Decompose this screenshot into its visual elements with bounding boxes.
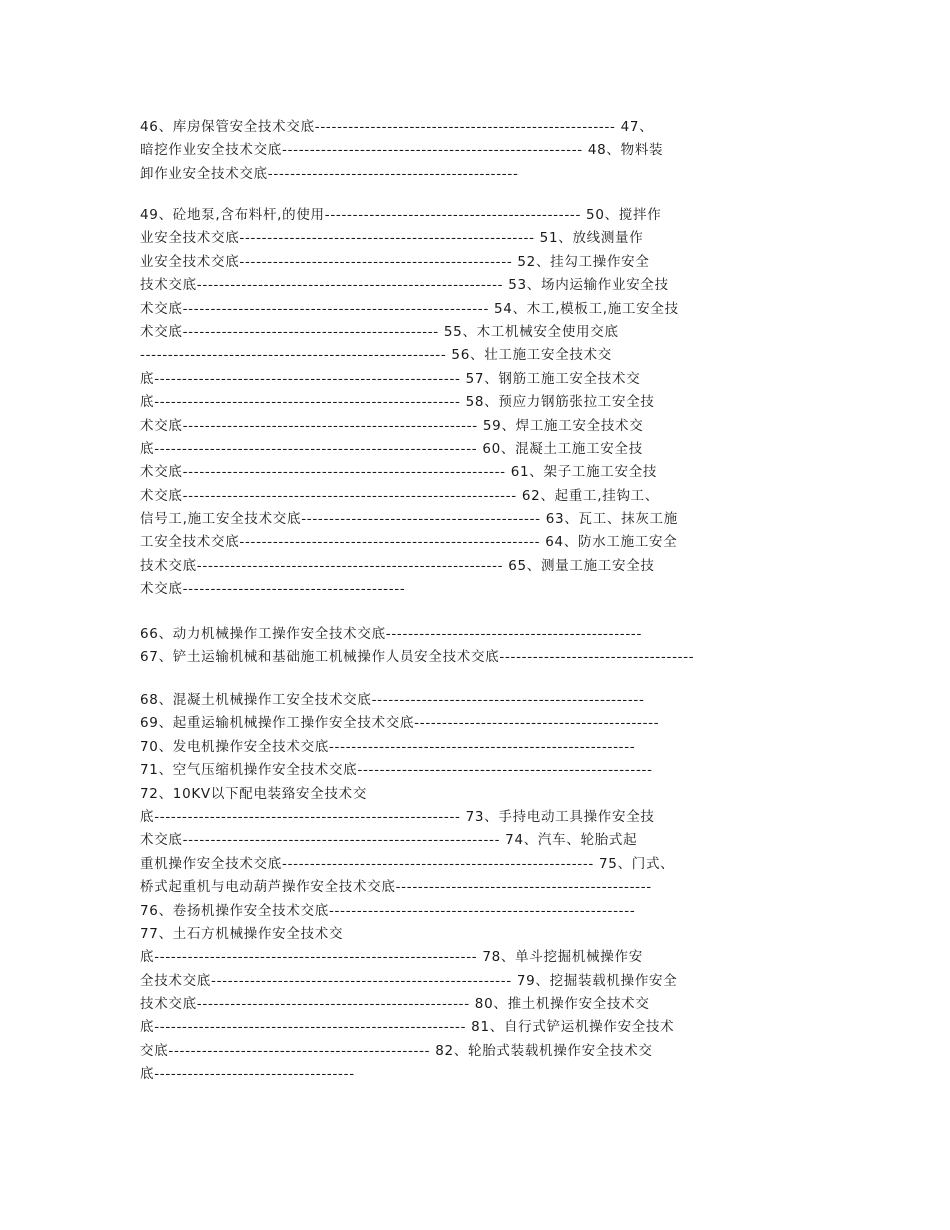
- toc-line: 70、发电机操作安全技术交底-------------------------------------------------------: [140, 738, 636, 755]
- toc-line: 69、起重运输机械操作工操作安全技术交底--------------------------------------------: [140, 715, 660, 732]
- toc-line: 技术交底------------------------------------------------- 80、推土机操作安全技术交: [140, 996, 650, 1013]
- toc-line: 术交底--------------------------------------------------------- 74、汽车、轮胎式起: [140, 832, 638, 849]
- toc-line: 技术交底------------------------------------------------------- 53、场内运输作业安全技: [140, 277, 669, 294]
- toc-line: 术交底----------------------------------------: [140, 581, 406, 598]
- toc-line: 底------------------------------------------------------- 57、钢筋工施工安全技术交: [140, 370, 641, 387]
- toc-line: 底------------------------------------------------------- 73、手持电动工具操作安全技: [140, 808, 655, 825]
- toc-line: 交底----------------------------------------------- 82、轮胎式装载机操作安全技术交: [140, 1042, 653, 1059]
- toc-line: 71、空气压缩机操作安全技术交底-----------------------------------------------------: [140, 762, 653, 779]
- toc-line: 术交底------------------------------------------------------- 54、木工,模板工,施工安全技: [140, 300, 679, 317]
- toc-line: 技术交底------------------------------------------------------- 65、测量工施工安全技: [140, 557, 655, 574]
- toc-line: 术交底---------------------------------------------------------- 61、架子工施工安全技: [140, 464, 658, 481]
- toc-line: 底-------------------------------------------------------- 81、自行式铲运机操作安全技术: [140, 1019, 675, 1036]
- toc-line: 术交底---------------------------------------------- 55、木工机械安全使用交底: [140, 323, 619, 340]
- toc-line: 术交底------------------------------------------------------------ 62、起重工,挂钩工、: [140, 487, 660, 504]
- toc-line: 重机操作安全技术交底-------------------------------------------------------- 75、门式、: [140, 855, 675, 872]
- toc-line: 72、10KV以下配电装臵安全技术交: [140, 785, 368, 802]
- toc-line: 底------------------------------------------------------- 58、预应力钢筋张拉工安全技: [140, 394, 655, 411]
- toc-line: 67、铲土运输机械和基础施工机械操作人员安全技术交底-----------------------------------: [140, 649, 695, 666]
- toc-line: ------------------------------------------------------- 56、壮工施工安全技术交: [140, 347, 612, 364]
- toc-line: 49、砼地泵,含布料杆,的使用---------------------------------------------- 50、搅拌作: [140, 207, 662, 223]
- toc-line: 桥式起重机与电动葫芦操作安全技术交底----------------------------------------------: [140, 879, 652, 896]
- toc-line: 信号工,施工安全技术交底------------------------------------------- 63、瓦工、抹灰工施: [140, 511, 678, 528]
- toc-line: 66、动力机械操作工操作安全技术交底----------------------------------------------: [140, 626, 643, 642]
- toc-line: 术交底----------------------------------------------------- 59、焊工施工安全技术交: [140, 417, 644, 434]
- toc-line: 底---------------------------------------------------------- 78、单斗挖掘机械操作安: [140, 949, 643, 966]
- toc-line: 卸作业安全技术交底---------------------------------------------: [140, 165, 519, 182]
- toc-block: [140, 204, 812, 602]
- toc-line: 工安全技术交底------------------------------------------------------ 64、防水工施工安全: [140, 534, 678, 551]
- toc-line: 业安全技术交底----------------------------------------------------- 51、放线测量作: [140, 230, 644, 247]
- toc-line: 68、混凝土机械操作工安全技术交底-------------------------------------------------: [140, 692, 645, 708]
- toc-line: 业安全技术交底------------------------------------------------- 52、挂勾工操作安全: [140, 253, 650, 270]
- toc-block: [140, 116, 812, 186]
- toc-line: 底---------------------------------------------------------- 60、混凝土工施工安全技: [140, 440, 643, 457]
- toc-block: [140, 623, 812, 670]
- toc-line: 76、卷扬机操作安全技术交底-------------------------------------------------------: [140, 902, 636, 919]
- toc-line: 全技术交底------------------------------------------------------ 79、挖掘装载机操作安全: [140, 972, 678, 989]
- toc-line: 77、土石方机械操作安全技术交: [140, 925, 344, 942]
- toc-line: 底------------------------------------: [140, 1066, 355, 1083]
- toc-block: [140, 689, 812, 1087]
- toc-line: 46、库房保管安全技术交底------------------------------------------------------ 47、: [140, 119, 654, 135]
- toc-line: 暗挖作业安全技术交底------------------------------------------------------ 48、物料装: [140, 142, 664, 159]
